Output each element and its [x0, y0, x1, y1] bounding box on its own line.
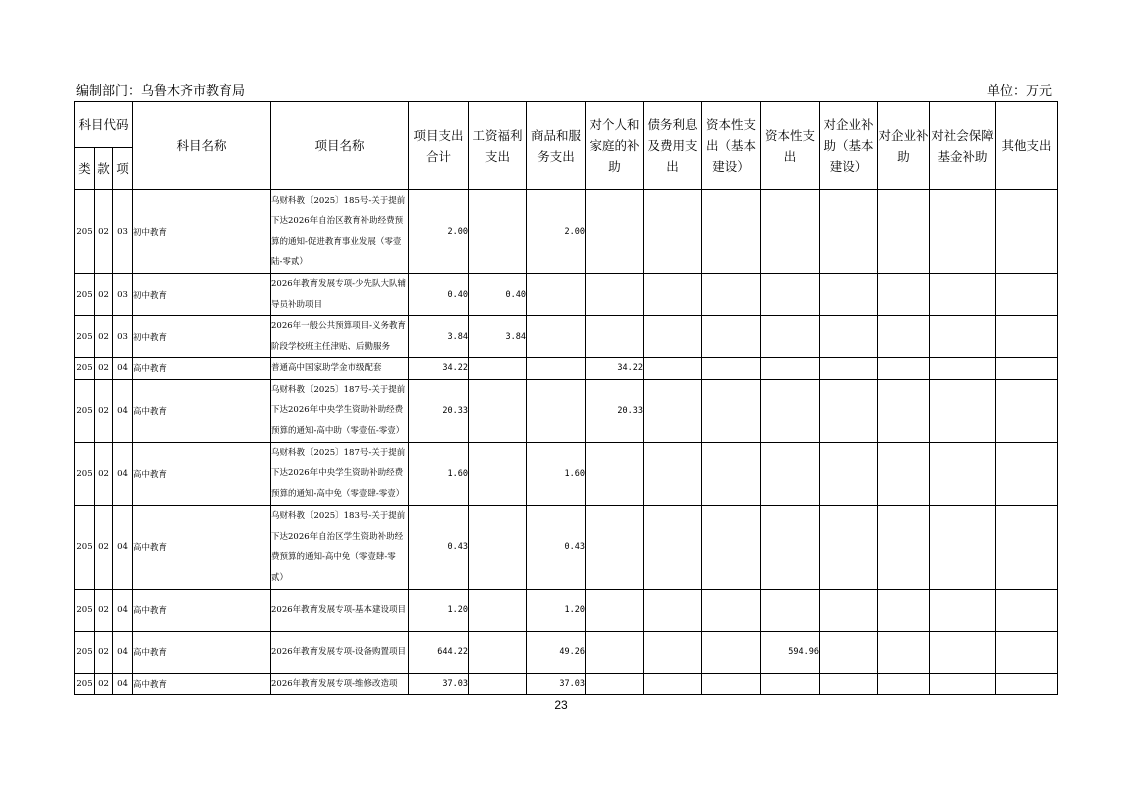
header-other: 其他支出	[996, 102, 1058, 190]
table-row	[75, 673, 1058, 695]
cell-kuan: 02	[95, 442, 113, 505]
cell-capital	[761, 673, 820, 695]
cell-xiang: 04	[113, 505, 133, 589]
header-enterprise: 对企业补助	[878, 102, 930, 190]
cell-social	[930, 589, 996, 631]
cell-other	[996, 358, 1058, 380]
cell-enterprise-basic	[820, 631, 878, 673]
table-row	[75, 589, 1058, 631]
cell-xiang: 03	[113, 190, 133, 274]
header-social: 对社会保障基金补助	[930, 102, 996, 190]
cell-enterprise	[878, 631, 930, 673]
cell-capital	[761, 505, 820, 589]
cell-lei: 205	[75, 316, 95, 358]
cell-salary	[469, 631, 527, 673]
cell-capital	[761, 316, 820, 358]
cell-enterprise-basic	[820, 589, 878, 631]
cell-lei: 205	[75, 379, 95, 442]
cell-goods: 0.43	[527, 505, 586, 589]
cell-capital: 594.96	[761, 631, 820, 673]
cell-kuan: 02	[95, 631, 113, 673]
cell-kuan: 02	[95, 505, 113, 589]
cell-enterprise-basic	[820, 358, 878, 380]
cell-personal	[586, 505, 644, 589]
cell-lei: 205	[75, 673, 95, 695]
cell-debt	[644, 589, 702, 631]
cell-enterprise	[878, 316, 930, 358]
cell-goods	[527, 316, 586, 358]
cell-enterprise	[878, 505, 930, 589]
table-row	[75, 631, 1058, 673]
cell-other	[996, 673, 1058, 695]
cell-subject: 初中教育	[133, 274, 271, 316]
cell-salary: 0.40	[469, 274, 527, 316]
cell-subject: 初中教育	[133, 316, 271, 358]
cell-capital-basic	[702, 358, 761, 380]
cell-salary	[469, 505, 527, 589]
cell-lei: 205	[75, 190, 95, 274]
header-xiang: 项	[113, 148, 133, 190]
cell-capital	[761, 442, 820, 505]
cell-personal: 34.22	[586, 358, 644, 380]
cell-salary	[469, 589, 527, 631]
cell-kuan: 02	[95, 316, 113, 358]
cell-social	[930, 442, 996, 505]
cell-subject: 高中教育	[133, 505, 271, 589]
cell-salary	[469, 442, 527, 505]
cell-xiang: 04	[113, 673, 133, 695]
cell-total: 0.40	[409, 274, 469, 316]
cell-capital-basic	[702, 190, 761, 274]
cell-salary: 3.84	[469, 316, 527, 358]
cell-project: 2026年一般公共预算项目-义务教育阶段学校班主任津贴、后勤服务	[271, 316, 409, 358]
cell-kuan: 02	[95, 358, 113, 380]
cell-social	[930, 358, 996, 380]
cell-capital-basic	[702, 673, 761, 695]
cell-subject: 高中教育	[133, 631, 271, 673]
cell-kuan: 02	[95, 190, 113, 274]
cell-personal	[586, 673, 644, 695]
cell-enterprise-basic	[820, 505, 878, 589]
cell-lei: 205	[75, 631, 95, 673]
cell-kuan: 02	[95, 673, 113, 695]
cell-total: 34.22	[409, 358, 469, 380]
cell-xiang: 04	[113, 589, 133, 631]
cell-capital	[761, 358, 820, 380]
header-goods: 商品和服务支出	[527, 102, 586, 190]
cell-total: 644.22	[409, 631, 469, 673]
cell-goods: 2.00	[527, 190, 586, 274]
cell-personal	[586, 631, 644, 673]
cell-enterprise	[878, 274, 930, 316]
cell-other	[996, 631, 1058, 673]
cell-personal	[586, 442, 644, 505]
cell-capital-basic	[702, 589, 761, 631]
cell-enterprise-basic	[820, 673, 878, 695]
cell-capital-basic	[702, 442, 761, 505]
cell-enterprise-basic	[820, 442, 878, 505]
cell-lei: 205	[75, 505, 95, 589]
cell-enterprise-basic	[820, 316, 878, 358]
cell-capital-basic	[702, 631, 761, 673]
cell-debt	[644, 505, 702, 589]
cell-capital	[761, 190, 820, 274]
cell-enterprise	[878, 673, 930, 695]
cell-personal	[586, 316, 644, 358]
cell-goods: 1.60	[527, 442, 586, 505]
cell-kuan: 02	[95, 589, 113, 631]
header-enterprise-basic: 对企业补助（基本建设）	[820, 102, 878, 190]
cell-goods: 1.20	[527, 589, 586, 631]
cell-other	[996, 379, 1058, 442]
header-personal: 对个人和家庭的补助	[586, 102, 644, 190]
cell-project: 2026年教育发展专项-基本建设项目	[271, 589, 409, 631]
cell-enterprise	[878, 358, 930, 380]
cell-debt	[644, 316, 702, 358]
cell-project: 2026年教育发展专项-设备购置项目	[271, 631, 409, 673]
header-code-group: 科目代码	[75, 102, 133, 148]
header-subject-name: 科目名称	[133, 102, 271, 190]
cell-goods: 49.26	[527, 631, 586, 673]
cell-lei: 205	[75, 589, 95, 631]
cell-total: 20.33	[409, 379, 469, 442]
cell-kuan: 02	[95, 379, 113, 442]
cell-project: 乌财科教〔2025〕185号-关于提前下达2026年自治区教育补助经费预算的通知-促进教育事业发展（零壹陆-零贰）	[271, 190, 409, 274]
cell-project: 2026年教育发展专项-维修改造项	[271, 673, 409, 695]
cell-debt	[644, 379, 702, 442]
cell-social	[930, 274, 996, 316]
cell-subject: 高中教育	[133, 358, 271, 380]
cell-subject: 高中教育	[133, 442, 271, 505]
cell-project: 乌财科教〔2025〕187号-关于提前下达2026年中央学生资助补助经费预算的通知-高中免（零壹肆-零壹）	[271, 442, 409, 505]
table-row	[75, 316, 1058, 358]
cell-capital-basic	[702, 379, 761, 442]
cell-salary	[469, 379, 527, 442]
cell-enterprise	[878, 589, 930, 631]
cell-goods: 37.03	[527, 673, 586, 695]
header-project-name: 项目名称	[271, 102, 409, 190]
header-kuan: 款	[95, 148, 113, 190]
cell-capital	[761, 589, 820, 631]
header-total: 项目支出合计	[409, 102, 469, 190]
cell-personal	[586, 589, 644, 631]
unit-label: 单位：万元	[986, 84, 1052, 99]
cell-xiang: 03	[113, 274, 133, 316]
cell-total: 3.84	[409, 316, 469, 358]
cell-enterprise	[878, 442, 930, 505]
cell-enterprise	[878, 379, 930, 442]
cell-personal	[586, 190, 644, 274]
cell-social	[930, 631, 996, 673]
cell-salary	[469, 358, 527, 380]
cell-debt	[644, 358, 702, 380]
cell-subject: 高中教育	[133, 673, 271, 695]
cell-personal	[586, 274, 644, 316]
cell-subject: 初中教育	[133, 190, 271, 274]
cell-other	[996, 274, 1058, 316]
department-label: 编制部门：乌鲁木齐市教育局	[76, 84, 246, 99]
cell-enterprise-basic	[820, 190, 878, 274]
expenditure-table	[74, 101, 1058, 695]
cell-kuan: 02	[95, 274, 113, 316]
header-lei: 类	[75, 148, 95, 190]
cell-capital-basic	[702, 316, 761, 358]
header-salary: 工资福利支出	[469, 102, 527, 190]
cell-debt	[644, 631, 702, 673]
cell-xiang: 04	[113, 379, 133, 442]
cell-capital	[761, 379, 820, 442]
cell-personal: 20.33	[586, 379, 644, 442]
header-capital: 资本性支出	[761, 102, 820, 190]
cell-subject: 高中教育	[133, 379, 271, 442]
cell-enterprise-basic	[820, 379, 878, 442]
table-row	[75, 274, 1058, 316]
cell-other	[996, 442, 1058, 505]
cell-social	[930, 505, 996, 589]
cell-subject: 高中教育	[133, 589, 271, 631]
cell-lei: 205	[75, 274, 95, 316]
table-row	[75, 505, 1058, 589]
cell-salary	[469, 673, 527, 695]
cell-goods	[527, 379, 586, 442]
cell-social	[930, 316, 996, 358]
cell-other	[996, 589, 1058, 631]
cell-social	[930, 190, 996, 274]
table-row	[75, 358, 1058, 380]
cell-capital-basic	[702, 505, 761, 589]
cell-lei: 205	[75, 358, 95, 380]
cell-enterprise	[878, 190, 930, 274]
cell-project: 乌财科教〔2025〕183号-关于提前下达2026年自治区学生资助补助经费预算的通知-高中免（零壹肆-零贰）	[271, 505, 409, 589]
cell-enterprise-basic	[820, 274, 878, 316]
cell-goods	[527, 358, 586, 380]
header-capital-basic: 资本性支出（基本建设）	[702, 102, 761, 190]
cell-total: 1.60	[409, 442, 469, 505]
cell-debt	[644, 190, 702, 274]
cell-total: 37.03	[409, 673, 469, 695]
cell-goods	[527, 274, 586, 316]
cell-total: 1.20	[409, 589, 469, 631]
table-row	[75, 190, 1058, 274]
cell-other	[996, 316, 1058, 358]
cell-xiang: 04	[113, 631, 133, 673]
cell-salary	[469, 190, 527, 274]
cell-total: 2.00	[409, 190, 469, 274]
cell-xiang: 04	[113, 442, 133, 505]
table-row	[75, 379, 1058, 442]
cell-total: 0.43	[409, 505, 469, 589]
header-debt: 债务利息及费用支出	[644, 102, 702, 190]
cell-project: 乌财科教〔2025〕187号-关于提前下达2026年中央学生资助补助经费预算的通知-高中助（零壹伍-零壹）	[271, 379, 409, 442]
cell-lei: 205	[75, 442, 95, 505]
cell-social	[930, 379, 996, 442]
cell-debt	[644, 673, 702, 695]
cell-xiang: 03	[113, 316, 133, 358]
table-row	[75, 442, 1058, 505]
cell-capital	[761, 274, 820, 316]
cell-project: 2026年教育发展专项-少先队大队辅导员补助项目	[271, 274, 409, 316]
cell-debt	[644, 274, 702, 316]
cell-xiang: 04	[113, 358, 133, 380]
cell-capital-basic	[702, 274, 761, 316]
page-number: 23	[554, 698, 568, 712]
cell-debt	[644, 442, 702, 505]
cell-other	[996, 190, 1058, 274]
cell-project: 普通高中国家助学金市级配套	[271, 358, 409, 380]
cell-other	[996, 505, 1058, 589]
cell-social	[930, 673, 996, 695]
